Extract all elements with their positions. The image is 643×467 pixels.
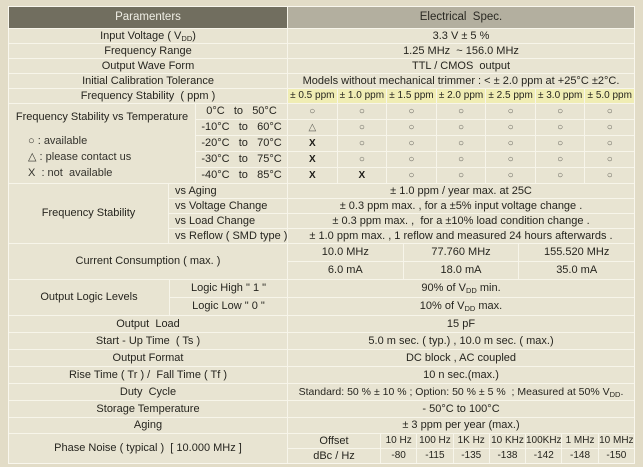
availability-cell: ○ — [585, 136, 634, 151]
current-consumption-rows — [288, 244, 634, 279]
availability-cell: ○ — [437, 120, 486, 135]
availability-cell: ○ — [585, 120, 634, 135]
phase-noise-value-cell: -135 — [454, 449, 489, 463]
phase-noise-value-cell: -142 — [526, 449, 561, 463]
phase-noise-value-cell: -148 — [562, 449, 597, 463]
cc-current-cell: 6.0 mA — [288, 262, 403, 279]
availability-cell: ○ — [536, 152, 585, 167]
availability-cells — [288, 136, 634, 151]
frequency-stability-rows — [169, 184, 634, 243]
phase-noise-offset-cell: 10 KHz — [491, 435, 524, 446]
availability-cell: ○ — [387, 152, 436, 167]
legend-item: X : not available — [28, 166, 113, 179]
input-voltage-label-text: Input Voltage ( V — [100, 29, 182, 42]
cc-frequency-cell: 155.520 MHz — [519, 244, 634, 261]
frequency-range-label: Frequency Range — [9, 44, 287, 58]
output-format-label: Output Format — [9, 350, 287, 366]
logic-low-row — [170, 298, 634, 315]
availability-cell: ○ — [288, 104, 337, 119]
row-output-load — [9, 316, 634, 332]
temperature-row — [196, 136, 634, 151]
availability-cells — [288, 152, 634, 167]
availability-cell: ○ — [536, 168, 585, 183]
ppm-option-cell: ± 2.0 ppm — [437, 89, 486, 103]
phase-noise-value-cell: -80 — [381, 449, 416, 463]
availability-cell: ○ — [387, 120, 436, 135]
temperature-matrix-title: Frequency Stability vs Temperature — [15, 110, 189, 123]
availability-cell: ○ — [585, 104, 634, 119]
aging-label: Aging — [9, 418, 287, 433]
phase-noise-offset-row — [288, 434, 634, 448]
phase-noise-unit-header: dBc / Hz — [288, 449, 380, 463]
output-logic-section — [9, 280, 634, 315]
temperature-row — [196, 168, 634, 183]
availability-cell: ○ — [486, 104, 535, 119]
availability-cell: ○ — [387, 168, 436, 183]
availability-cell: ○ — [585, 152, 634, 167]
row-initial-calibration — [9, 74, 634, 88]
cc-frequency-cell: 77.760 MHz — [404, 244, 519, 261]
temperature-matrix-label-cell — [9, 104, 195, 183]
row-duty-cycle — [9, 384, 634, 400]
phase-noise-value-cell: -138 — [490, 449, 525, 463]
fs-row-load-change — [169, 214, 634, 228]
output-load-value: 15 pF — [288, 316, 634, 332]
availability-cell: X — [288, 136, 337, 151]
fs-row-reflow — [169, 229, 634, 243]
phase-noise-offset-cell: 100 Hz — [419, 435, 451, 446]
phase-noise-values — [381, 449, 634, 463]
logic-high-value-suffix: min. — [476, 282, 501, 294]
fs-value-cell: ± 0.3 ppm max. , for a ±10% load condition change . — [288, 214, 634, 228]
storage-temperature-label: Storage Temperature — [9, 401, 287, 417]
logic-low-value-suffix: max. — [475, 300, 503, 312]
phase-noise-offset-cell: 100KHz — [526, 435, 562, 446]
output-load-label: Output Load — [9, 316, 287, 332]
output-logic-rows — [170, 280, 634, 315]
ppm-option-cell: ± 1.0 ppm — [338, 89, 387, 103]
row-frequency-stability-ppm — [9, 89, 634, 103]
legend-item: △ : please contact us — [28, 150, 132, 163]
current-consumption-label: Current Consumption ( max. ) — [9, 244, 287, 279]
temp-range-cell: -20°C to 70°C — [196, 136, 287, 151]
row-output-format — [9, 350, 634, 366]
ppm-option-cell: ± 2.5 ppm — [486, 89, 535, 103]
temp-range-cell: -40°C to 85°C — [196, 168, 287, 183]
availability-cells — [288, 168, 634, 183]
availability-cell: ○ — [387, 136, 436, 151]
output-wave-form-label: Output Wave Form — [9, 59, 287, 73]
cc-current-cell: 35.0 mA — [519, 262, 634, 279]
vdd-subscript: DD — [609, 389, 621, 399]
start-up-time-label: Start - Up Time ( Ts ) — [9, 333, 287, 349]
availability-cells — [288, 104, 634, 119]
frequency-range-value: 1.25 MHz ~ 156.0 MHz — [288, 44, 634, 58]
availability-cell: △ — [288, 120, 337, 135]
logic-low-value-text: 10% of V — [419, 300, 465, 312]
input-voltage-label — [9, 29, 287, 43]
rise-fall-time-label: Rise Time ( Tr ) / Fall Time ( Tf ) — [9, 367, 287, 383]
duty-cycle-value — [288, 384, 634, 400]
temperature-rows — [196, 104, 634, 183]
availability-cell: ○ — [536, 120, 585, 135]
initial-calibration-value: Models without mechanical trimmer : < ± 2.0 ppm at +25°C ±2°C. — [288, 74, 634, 88]
availability-cell: ○ — [387, 104, 436, 119]
spec-table — [8, 6, 635, 464]
availability-cell: ○ — [585, 168, 634, 183]
output-format-value: DC block , AC coupled — [288, 350, 634, 366]
availability-cell: X — [338, 168, 387, 183]
phase-noise-section — [9, 434, 634, 463]
logic-low-name: Logic Low " 0 " — [170, 298, 287, 315]
duty-cycle-value-text: Standard: 50 % ± 10 % ; Option: 50 % ± 5 % ; Measured at 50% V — [298, 385, 610, 398]
availability-cell: ○ — [437, 104, 486, 119]
logic-high-row — [170, 280, 634, 297]
availability-cell: X — [288, 152, 337, 167]
frequency-stability-section — [9, 184, 634, 243]
legend-item: ○ : available — [28, 134, 88, 147]
vdd-subscript: DD — [465, 286, 477, 296]
fs-value-cell: ± 0.3 ppm max. , for a ±5% input voltage change . — [288, 199, 634, 213]
ppm-option-cell: ± 3.0 ppm — [536, 89, 585, 103]
availability-cell: ○ — [437, 136, 486, 151]
phase-noise-offset-cell: 1 MHz — [562, 434, 597, 448]
ppm-options — [288, 89, 634, 103]
logic-high-value-text: 90% of V — [421, 282, 466, 294]
current-consumption-section — [9, 244, 634, 279]
temperature-row — [196, 104, 634, 119]
row-output-wave-form — [9, 59, 634, 73]
cc-current-cell: 18.0 mA — [404, 262, 519, 279]
logic-low-value — [288, 298, 634, 315]
availability-cell: ○ — [486, 120, 535, 135]
phase-noise-offset-header: Offset — [288, 434, 380, 448]
output-logic-label: Output Logic Levels — [9, 280, 169, 315]
ppm-option-cell: ± 5.0 ppm — [585, 89, 634, 103]
initial-calibration-label: Initial Calibration Tolerance — [9, 74, 287, 88]
input-voltage-value: 3.3 V ± 5 % — [288, 29, 634, 43]
ppm-option-cell: ± 0.5 ppm — [288, 89, 337, 103]
availability-cell: ○ — [338, 152, 387, 167]
frequency-stability-ppm-label: Frequency Stability ( ppm ) — [9, 89, 287, 103]
fs-name-cell: vs Voltage Change — [169, 199, 287, 213]
phase-noise-rows — [288, 434, 634, 463]
rise-fall-time-value: 10 n sec.(max.) — [288, 367, 634, 383]
cc-currents-row — [288, 262, 634, 279]
availability-cell: ○ — [338, 136, 387, 151]
row-storage-temperature — [9, 401, 634, 417]
temp-range-cell: 0°C to 50°C — [196, 104, 287, 119]
input-voltage-label-close: ) — [192, 29, 196, 42]
availability-legend — [9, 136, 131, 179]
output-wave-form-value: TTL / CMOS output — [288, 59, 634, 73]
ppm-option-cell: ± 1.5 ppm — [387, 89, 436, 103]
availability-cell: ○ — [486, 168, 535, 183]
start-up-time-value: 5.0 m sec. ( typ.) , 10.0 m sec. ( max.) — [288, 333, 634, 349]
temp-range-cell: -10°C to 60°C — [196, 120, 287, 135]
fs-name-cell: vs Load Change — [169, 214, 287, 228]
fs-value-cell: ± 1.0 ppm / year max. at 25C — [288, 184, 634, 198]
availability-cell: ○ — [338, 104, 387, 119]
fs-row-aging — [169, 184, 634, 198]
phase-noise-label: Phase Noise ( typical ) [ 10.000 MHz ] — [9, 434, 287, 463]
cc-frequencies-row — [288, 244, 634, 261]
logic-high-name: Logic High " 1 " — [170, 280, 287, 297]
phase-noise-offsets — [381, 434, 634, 448]
temperature-row — [196, 152, 634, 167]
fs-name-cell: vs Aging — [169, 184, 287, 198]
availability-cells — [288, 120, 634, 135]
cc-frequency-cell: 10.0 MHz — [288, 244, 403, 261]
duty-cycle-value-suffix: . — [620, 385, 624, 398]
frequency-stability-label: Frequency Stability — [9, 184, 168, 243]
phase-noise-offset-cell: 10 MHz — [599, 435, 634, 446]
row-input-voltage — [9, 29, 634, 43]
availability-cell: ○ — [486, 152, 535, 167]
availability-cell: ○ — [437, 168, 486, 183]
temperature-row — [196, 120, 634, 135]
table-header-row — [9, 7, 634, 28]
availability-cell: ○ — [536, 136, 585, 151]
phase-noise-values-row — [288, 449, 634, 463]
aging-value: ± 3 ppm per year (max.) — [288, 418, 634, 433]
phase-noise-offset-cell: 10 Hz — [381, 434, 416, 448]
logic-high-value — [288, 280, 634, 297]
row-rise-fall-time — [9, 367, 634, 383]
vdd-subscript: DD — [464, 304, 476, 314]
temp-range-cell: -30°C to 75°C — [196, 152, 287, 167]
duty-cycle-label: Duty Cycle — [9, 384, 287, 400]
availability-cell: X — [288, 168, 337, 183]
temperature-matrix-section — [9, 104, 634, 183]
row-frequency-range — [9, 44, 634, 58]
availability-cell: ○ — [486, 136, 535, 151]
electrical-spec-header: Electrical Spec. — [288, 7, 634, 28]
phase-noise-offset-cell: 1K Hz — [454, 434, 489, 448]
availability-cell: ○ — [536, 104, 585, 119]
availability-cell: ○ — [338, 120, 387, 135]
fs-value-cell: ± 1.0 ppm max. , 1 reflow and measured 24 hours afterwards . — [288, 229, 634, 243]
phase-noise-value-cell: -150 — [599, 449, 634, 463]
fs-row-voltage-change — [169, 199, 634, 213]
parameters-header: Paramenters — [9, 7, 287, 28]
fs-name-cell: vs Reflow ( SMD type ) — [169, 229, 287, 243]
row-aging — [9, 418, 634, 433]
row-start-up-time — [9, 333, 634, 349]
storage-temperature-value: - 50°C to 100°C — [288, 401, 634, 417]
vdd-subscript: DD — [181, 33, 193, 43]
availability-cell: ○ — [437, 152, 486, 167]
phase-noise-value-cell: -115 — [417, 449, 452, 463]
